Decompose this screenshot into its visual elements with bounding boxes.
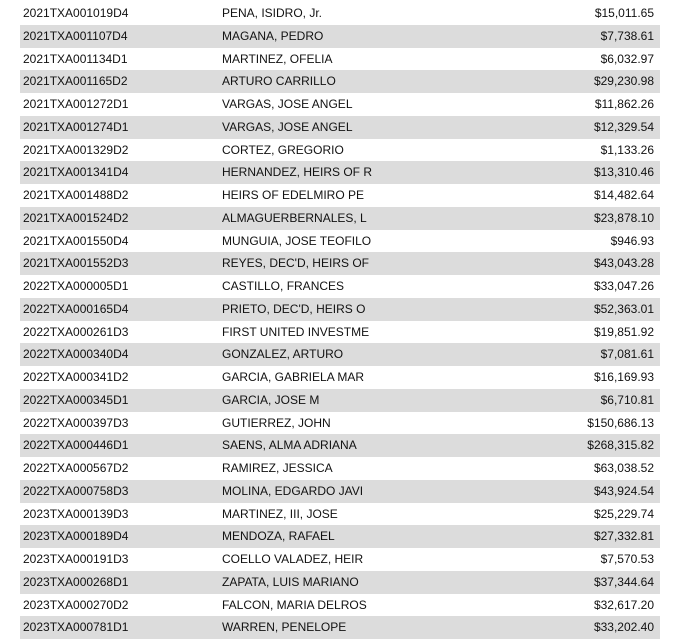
table-row <box>20 230 660 253</box>
table-row <box>20 548 660 571</box>
account-id-cell: 2022TXA000446D1 <box>23 438 129 453</box>
table-row <box>20 275 660 298</box>
owner-name-cell: PENA, ISIDRO, Jr. <box>222 6 323 20</box>
table-row <box>20 525 660 548</box>
account-id-cell: 2021TXA001019D4 <box>23 6 129 20</box>
account-id-cell: 2021TXA001329D2 <box>23 142 129 157</box>
owner-name-cell: RAMIREZ, JESSICA <box>222 461 333 475</box>
account-id-cell: 2022TXA000341D2 <box>23 370 129 384</box>
owner-name-cell: MARTINEZ, OFELIA <box>222 51 333 66</box>
account-id-cell: 2023TXA000270D2 <box>23 597 129 612</box>
amount-cell: $12,329.54 <box>593 119 654 134</box>
table-row <box>20 25 660 48</box>
owner-name-cell: WARREN, PENELOPE <box>222 620 347 635</box>
amount-cell: $268,315.82 <box>587 438 654 453</box>
account-id-cell: 2021TXA001272D1 <box>23 97 129 111</box>
records-table <box>20 2 660 639</box>
account-id-cell: 2021TXA001488D2 <box>23 188 129 202</box>
owner-name-cell: HEIRS OF EDELMIRO PE <box>222 188 365 202</box>
owner-name-cell: ALMAGUERBERNALES, L <box>222 210 367 225</box>
owner-name-cell: GARCIA, GABRIELA MAR <box>222 370 365 384</box>
owner-name-cell: VARGAS, JOSE ANGEL <box>222 119 353 134</box>
account-id-cell: 2022TXA000397D3 <box>23 415 129 430</box>
account-id-cell: 2021TXA001341D4 <box>23 165 129 180</box>
table-row <box>20 298 660 321</box>
amount-cell: $33,047.26 <box>593 279 654 293</box>
amount-cell: $946.93 <box>610 233 654 248</box>
owner-name-cell: GARCIA, JOSE M <box>222 392 320 407</box>
table-row <box>20 161 660 184</box>
account-id-cell: 2022TXA000261D3 <box>23 324 129 339</box>
account-id-cell: 2023TXA000191D3 <box>23 552 129 566</box>
owner-name-cell: CASTILLO, FRANCES <box>222 279 345 293</box>
owner-name-cell: VARGAS, JOSE ANGEL <box>222 97 353 111</box>
table-row <box>20 571 660 594</box>
owner-name-cell: ZAPATA, LUIS MARIANO <box>222 574 359 589</box>
owner-name-cell: ARTURO CARRILLO <box>222 74 336 89</box>
owner-name-cell: MARTINEZ, III, JOSE <box>222 506 338 521</box>
account-id-cell: 2021TXA001274D1 <box>23 119 129 134</box>
account-id-cell: 2023TXA000781D1 <box>23 620 129 635</box>
table-row <box>20 389 660 412</box>
table-row <box>20 366 660 389</box>
account-id-cell: 2023TXA000268D1 <box>23 574 129 589</box>
amount-cell: $32,617.20 <box>593 597 654 612</box>
amount-cell: $16,169.93 <box>593 370 654 384</box>
account-id-cell: 2021TXA001107D4 <box>23 28 128 43</box>
account-id-cell: 2022TXA000758D3 <box>23 483 129 498</box>
amount-cell: $37,344.64 <box>593 574 654 589</box>
owner-name-cell: PRIETO, DEC'D, HEIRS O <box>222 301 366 316</box>
account-id-cell: 2023TXA000139D3 <box>23 506 129 521</box>
table-row <box>20 434 660 457</box>
amount-cell: $63,038.52 <box>593 461 654 475</box>
account-id-cell: 2021TXA001552D3 <box>23 256 129 271</box>
table-row <box>20 480 660 503</box>
amount-cell: $150,686.13 <box>587 415 654 430</box>
table-row <box>20 252 660 275</box>
account-id-cell: 2022TXA000165D4 <box>23 301 129 316</box>
table-row <box>20 139 660 162</box>
account-id-cell: 2022TXA000005D1 <box>23 279 129 293</box>
amount-cell: $13,310.46 <box>593 165 654 180</box>
amount-cell: $43,924.54 <box>593 483 654 498</box>
table-row <box>20 503 660 526</box>
table-row <box>20 93 660 116</box>
account-id-cell: 2022TXA000340D4 <box>23 347 129 362</box>
table-row <box>20 594 660 617</box>
amount-cell: $29,230.98 <box>593 74 654 89</box>
owner-name-cell: FALCON, MARIA DELROS <box>222 597 367 612</box>
owner-name-cell: HERNANDEZ, HEIRS OF R <box>222 165 373 180</box>
owner-name-cell: REYES, DEC'D, HEIRS OF <box>222 256 369 271</box>
amount-cell: $43,043.28 <box>593 256 654 271</box>
amount-cell: $7,081.61 <box>600 347 654 362</box>
account-id-cell: 2022TXA000567D2 <box>23 461 129 475</box>
table-row <box>20 70 660 93</box>
owner-name-cell: MUNGUIA, JOSE TEOFILO <box>222 233 372 248</box>
amount-cell: $11,862.26 <box>594 97 654 111</box>
table-row <box>20 116 660 139</box>
amount-cell: $6,710.81 <box>600 392 654 407</box>
account-id-cell: 2023TXA000189D4 <box>23 529 129 544</box>
account-id-cell: 2021TXA001524D2 <box>23 210 129 225</box>
owner-name-cell: FIRST UNITED INVESTME <box>222 324 370 339</box>
account-id-cell: 2021TXA001550D4 <box>23 233 129 248</box>
amount-cell: $14,482.64 <box>593 188 654 202</box>
amount-cell: $33,202.40 <box>593 620 654 635</box>
table-row <box>20 2 660 25</box>
amount-cell: $25,229.74 <box>593 506 654 521</box>
account-id-cell: 2021TXA001165D2 <box>23 74 128 89</box>
owner-name-cell: MENDOZA, RAFAEL <box>222 529 335 544</box>
owner-name-cell: SAENS, ALMA ADRIANA <box>222 438 357 453</box>
owner-name-cell: MAGANA, PEDRO <box>222 28 324 43</box>
amount-cell: $27,332.81 <box>593 529 654 544</box>
table-row <box>20 343 660 366</box>
amount-cell: $7,738.61 <box>600 28 654 43</box>
table-row <box>20 412 660 435</box>
owner-name-cell: COELLO VALADEZ, HEIR <box>222 552 364 566</box>
owner-name-cell: MOLINA, EDGARDO JAVI <box>222 483 364 498</box>
table-row <box>20 457 660 480</box>
table-row <box>20 321 660 344</box>
amount-cell: $19,851.92 <box>593 324 654 339</box>
amount-cell: $15,011.65 <box>594 6 654 20</box>
owner-name-cell: GONZALEZ, ARTURO <box>222 347 344 362</box>
owner-name-cell: GUTIERREZ, JOHN <box>222 415 331 430</box>
amount-cell: $1,133.26 <box>600 142 654 157</box>
table-row <box>20 207 660 230</box>
amount-cell: $23,878.10 <box>593 210 654 225</box>
owner-name-cell: CORTEZ, GREGORIO <box>222 142 344 157</box>
table-row <box>20 184 660 207</box>
amount-cell: $7,570.53 <box>600 552 654 566</box>
amount-cell: $6,032.97 <box>600 51 654 66</box>
amount-cell: $52,363.01 <box>593 301 654 316</box>
account-id-cell: 2022TXA000345D1 <box>23 392 129 407</box>
account-id-cell: 2021TXA001134D1 <box>23 51 128 66</box>
table-row <box>20 48 660 71</box>
